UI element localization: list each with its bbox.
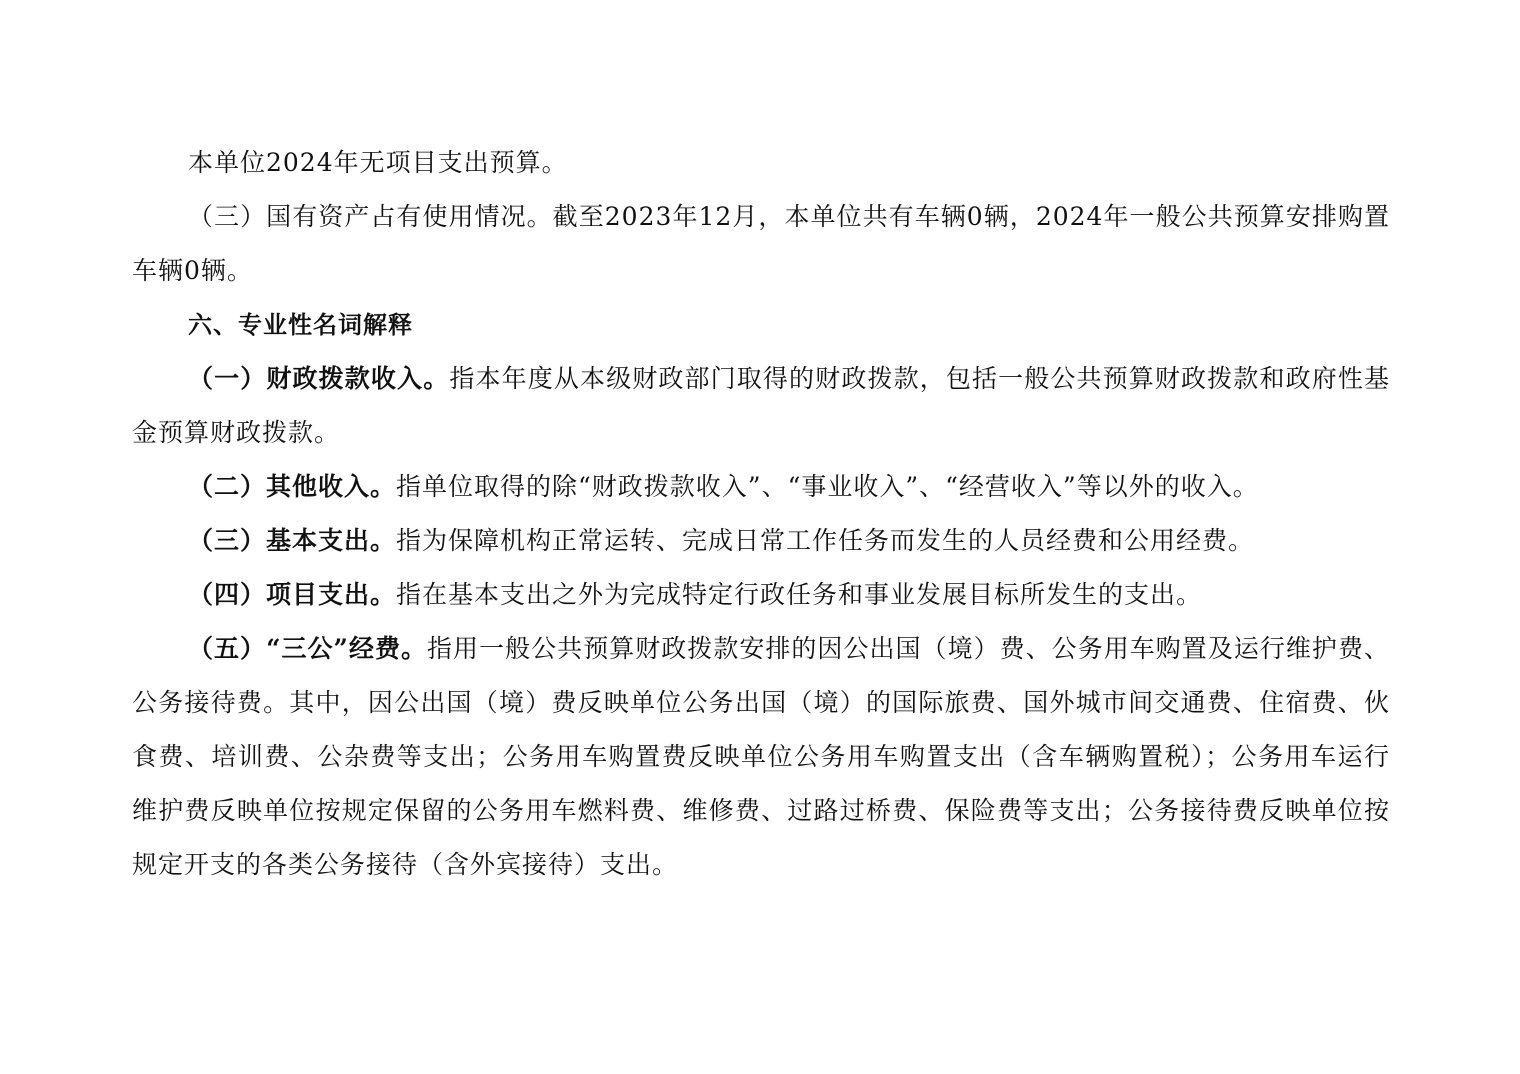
definition-three-public-expenses	[132, 622, 1390, 892]
definition-term: （二）其他收入。	[188, 472, 397, 501]
definition-text: 指本年度从本级财政部门取得的财政拨款，包括一般公共预算财政拨款和政府性基金预算财政拨款。	[132, 364, 1390, 447]
paragraph-state-assets	[132, 190, 1390, 298]
definition-term: （五）“三公”经费。	[188, 634, 428, 663]
paragraph-project-expenditure	[132, 136, 1390, 190]
definition-text: 指单位取得的除“财政拨款收入”、“事业收入”、“经营收入”等以外的收入。	[396, 472, 1259, 501]
definition-project-expenditure	[132, 568, 1390, 622]
document-body	[132, 136, 1390, 892]
definition-term: （三）基本支出。	[188, 526, 397, 555]
definition-other-income	[132, 460, 1390, 514]
definition-fiscal-appropriation-income	[132, 352, 1390, 460]
definition-text: 指为保障机构正常运转、完成日常工作任务而发生的人员经费和公用经费。	[396, 526, 1255, 555]
definition-text: 指用一般公共预算财政拨款安排的因公出国（境）费、公务用车购置及运行维护费、公务接待费。其中，因公出国（境）费反映单位公务出国（境）的国际旅费、国外城市间交通费、住宿费、伙食费、培训费、公杂费等支出；公务用车购置费反映单位公务用车购置支出（含车辆购置税）；公务用车运行维护费反映单位按规定保留的公务用车燃料费、维修费、过路过桥费、保险费等支出；公务接待费反映单位按规定开支的各类公务接待（含外宾接待）支出。	[132, 634, 1390, 879]
section-heading: 六、专业性名词解释	[188, 311, 413, 339]
paragraph-text: （三）国有资产占有使用情况。截至2023年12月，本单位共有车辆0辆，2024年一般公共预算安排购置车辆0辆。	[132, 202, 1390, 285]
definition-text: 指在基本支出之外为完成特定行政任务和事业发展目标所发生的支出。	[396, 580, 1203, 609]
paragraph-text: 本单位2024年无项目支出预算。	[188, 148, 568, 177]
definition-basic-expenditure	[132, 514, 1390, 568]
definition-term: （四）项目支出。	[188, 580, 397, 609]
definition-term: （一）财政拨款收入。	[188, 364, 450, 393]
